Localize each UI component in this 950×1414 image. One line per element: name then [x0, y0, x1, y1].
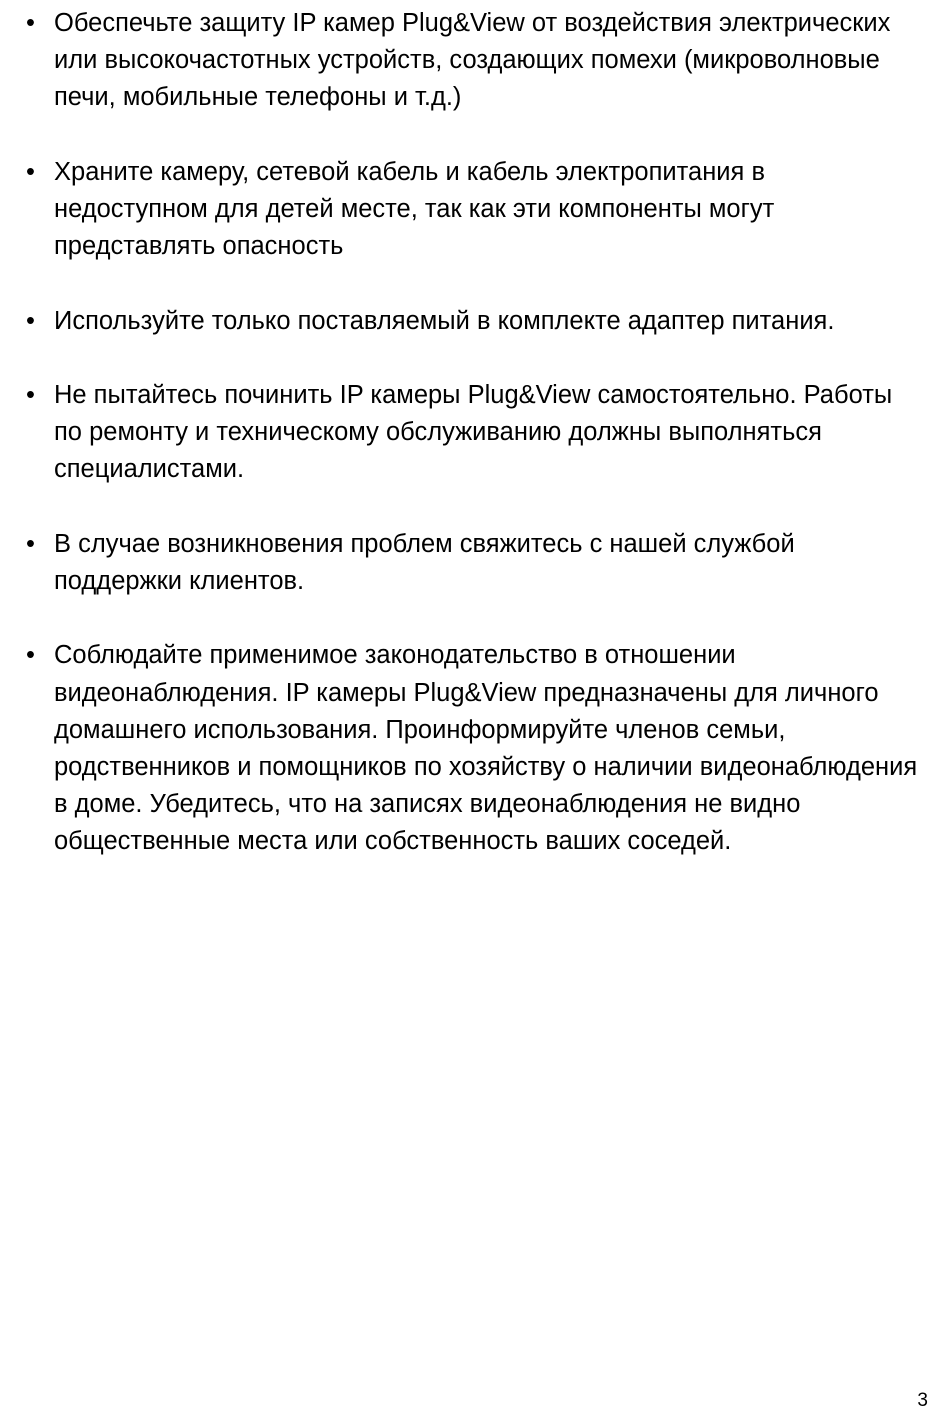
list-item	[24, 5, 924, 117]
bullet-icon: •	[26, 529, 35, 558]
bullet-text: Обеспечьте защиту IP камер Plug&View от воздействия электрических или высокочастотных устройств, создающих помехи (микроволновые печи, мобильные телефоны и т.д.)	[54, 9, 891, 112]
bullet-icon: •	[26, 157, 35, 186]
bullet-text: Храните камеру, сетевой кабель и кабель электропитания в недоступном для детей месте, так как эти компоненты могут представлять опасность	[54, 157, 775, 261]
list-item	[24, 526, 924, 600]
bullet-icon: •	[26, 9, 35, 37]
bullet-text: В случае возникновения проблем свяжитесь с нашей службой поддержки клиентов.	[54, 529, 795, 595]
bullet-text: Не пытайтесь починить IP камеры Plug&View самостоятельно. Работы по ремонту и техническому обслуживанию должны выполняться специалистами.	[54, 380, 893, 484]
page-number: 3	[917, 1390, 928, 1411]
bullet-text: Соблюдайте применимое законодательство в отношении видеонаблюдения. IP камеры Plug&View предназначены для личного домашнего использования. Проинформируйте членов семьи, родственников и помощников по хозяйству о наличии видеонаблюдения в доме. Убедитесь, что на записях видеонаблюдения не видно общественные места или собственность ваших соседей.	[54, 641, 918, 856]
list-item	[24, 303, 924, 340]
list-item	[24, 637, 924, 860]
bullet-icon: •	[26, 380, 35, 409]
bullet-text: Используйте только поставляемый в комплекте адаптер питания.	[54, 306, 835, 335]
list-item	[24, 377, 924, 489]
safety-instructions-list	[24, 5, 924, 898]
list-item	[24, 154, 924, 266]
bullet-icon: •	[26, 641, 35, 670]
bullet-icon: •	[26, 306, 35, 335]
